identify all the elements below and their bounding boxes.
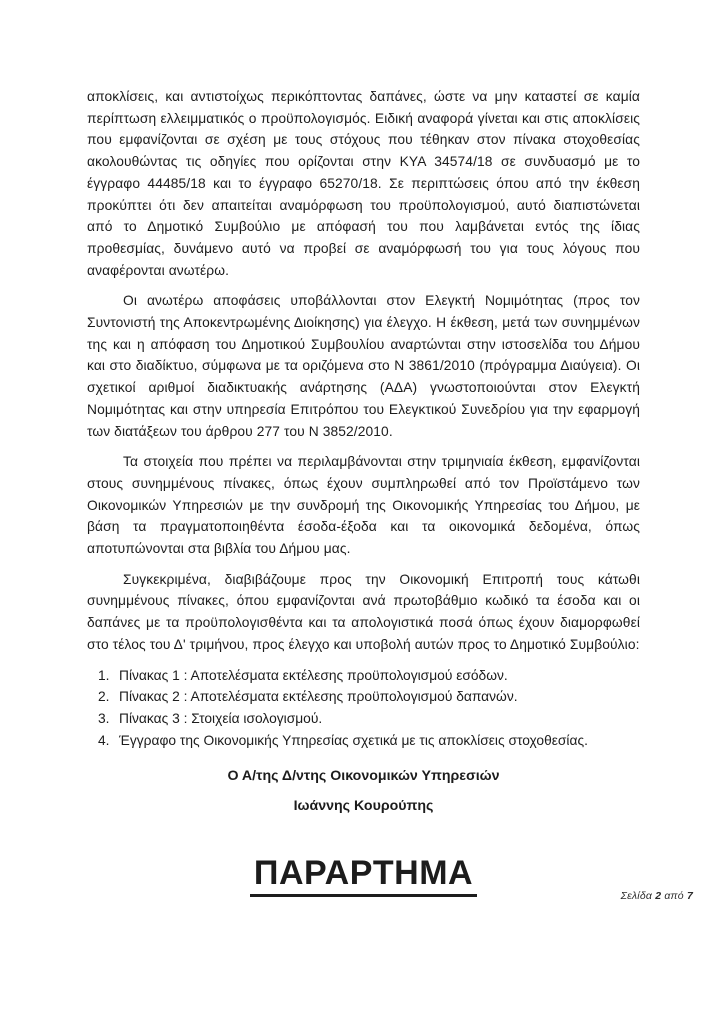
list-item-text: Πίνακας 1 : Αποτελέσματα εκτέλεσης προϋπολογισμού εσόδων. [119,667,508,683]
body-paragraph-2: Οι ανωτέρω αποφάσεις υποβάλλονται στον Ελεγκτή Νομιμότητας (προς τον Συντονιστή της Αποκεντρωμένης Διοίκησης) για έλεγχο. Η έκθεση, μετά των συνημμένων της και η απόφαση του Δημοτικού Συμβουλίου αναρτώνται στην ιστοσελίδα του Δήμου και στο διαδίκτυο, σύμφωνα με τα οριζόμενα στο Ν 3861/2010 (πρόγραμμα Διαύγεια). Οι σχετικοί αριθμοί διαδικτυακής ανάρτησης (ΑΔΑ) γνωστοποιούνται στον Ελεγκτή Νομιμότητας και στην υπηρεσία Επιτρόπου του Ελεγκτικού Συνεδρίου για την εφαρμογή των διατάξεων του άρθρου 277 του Ν 3852/2010. [87,293,640,439]
list-item-text: Πίνακας 3 : Στοιχεία ισολογισμού. [119,710,323,726]
page-footer [621,890,693,902]
list-item [87,686,640,708]
appendix-heading: ΠΑΡΑΡΤΗΜΑ [250,856,477,898]
signatory-title: Ο Α/της Δ/ντης Οικονομικών Υπηρεσιών [227,768,500,785]
list-item [87,665,640,687]
body-paragraph-4: Συγκεκριμένα, διαβιβάζουμε προς την Οικονομική Επιτροπή τους κάτωθι συνημμένους πίνακες, όπου εμφανίζονται ανά πρωτοβάθμιο κωδικό τα έσοδα και οι δαπάνες με τα προϋπολογισθέντα και τα απολογιστικά ποσά όπως έχουν διαμορφωθεί στο τέλος του Δ' τριμήνου, προς έλεγχο και υποβολή αυτών προς το Δημοτικό Συμβούλιο: [87,571,640,652]
list-item-text: Πίνακας 2 : Αποτελέσματα εκτέλεσης προϋπολογισμού δαπανών. [119,689,518,705]
list-item-text: Έγγραφο της Οικονομικής Υπηρεσίας σχετικά με τις αποκλίσεις στοχοθεσίας. [119,732,588,748]
footer-label: Σελίδα [620,890,653,902]
appendix-section [87,853,640,898]
list-item-number: 2. [98,689,110,705]
footer-total-pages: 7 [686,890,693,902]
signatory-name: Ιωάννης Κουρούπης [293,798,434,815]
footer-separator: από [664,890,684,902]
list-item [87,708,640,730]
list-item-number: 3. [98,710,110,726]
footer-page-number: 2 [655,890,662,902]
document-body [87,86,640,656]
attachments-list [87,665,640,752]
body-paragraph-3: Τα στοιχεία που πρέπει να περιλαμβάνονται στην τριμηνιαία έκθεση, εμφανίζονται στους συνημμένους πίνακες, όπως έχουν συμπληρωθεί από τον Προϊστάμενο των Οικονομικών Υπηρεσιών με την συνδρομή της Οικονομικής Υπηρεσίας του Δήμου, με βάση τα πραγματοποιηθέντα έσοδα-έξοδα και τα οικονομικά δεδομένα, όπως αποτυπώνονται στα βιβλία του Δήμου μας. [87,454,640,557]
list-item-number: 1. [98,667,110,683]
body-paragraph-1: αποκλίσεις, και αντιστοίχως περικόπτοντας δαπάνες, ώστε να μην καταστεί σε καμία περίπτωση ελλειμματικός ο προϋπολογισμός. Ειδική αναφορά γίνεται και στις αποκλίσεις που εμφανίζονται σε σχέση με τους στόχους που τέθηκαν στον πίνακα στοχοθεσίας ακολουθώντας τις οδηγίες που ορίζονται στην ΚΥΑ 34574/18 σε συνδυασμό με το έγγραφο 44485/18 και το έγγραφο 65270/18. Σε περιπτώσεις όπου από την έκθεση προκύπτει ότι δεν απαιτείται αναμόρφωση του προϋπολογισμού, αυτό διαπιστώνεται από το Δημοτικό Συμβούλιο με απόφασή του που λαμβάνεται εντός της ίδιας προθεσμίας, δυνάμενο αυτό να προβεί σε αναμόρφωσή του για τους λόγους που αναφέρονται ανωτέρω. [87,89,640,278]
signature-block [87,766,640,817]
list-item-number: 4. [98,732,110,748]
list-item [87,730,640,752]
